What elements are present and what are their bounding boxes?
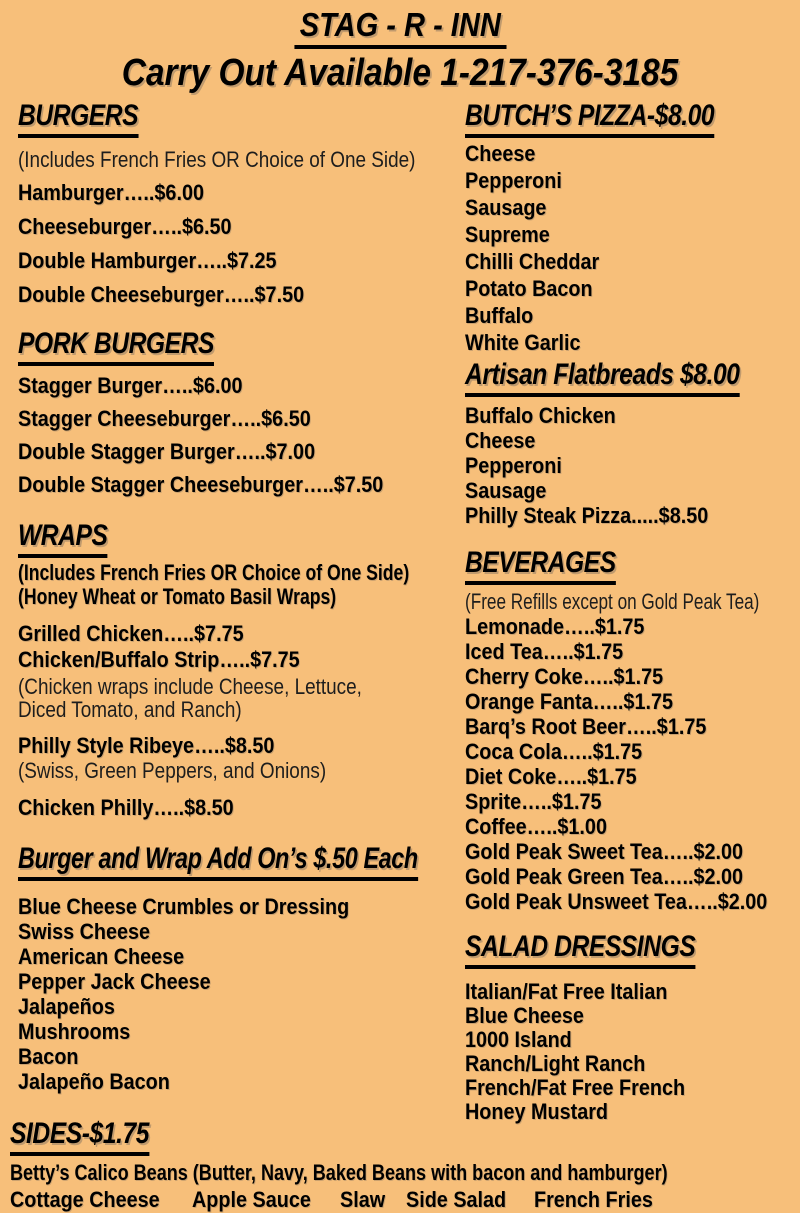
menu-header: [0, 0, 800, 97]
menu-item: Jalapeños: [18, 994, 115, 1019]
menu-item: Gold Peak Sweet Tea…..$2.00: [465, 839, 744, 864]
menu-item: Grilled Chicken…..$7.75: [18, 621, 244, 646]
pork-burgers-list: [18, 369, 478, 501]
menu-item: Orange Fanta…..$1.75: [465, 689, 673, 714]
menu-item: Pepperoni: [465, 453, 562, 478]
note-line: (Includes French Fries OR Choice of One Side): [18, 560, 410, 585]
menu-item: Blue Cheese Crumbles or Dressing: [18, 894, 350, 919]
page-title: STAG - R - INN: [294, 6, 506, 49]
section-heading-burgers: BURGERS: [18, 100, 138, 138]
section-heading-addons: Burger and Wrap Add On’s $.50 Each: [18, 843, 418, 881]
menu-item: Coffee…..$1.00: [465, 814, 607, 839]
menu-item: Cheese: [465, 141, 536, 166]
section-heading-sides: SIDES-$1.75: [10, 1118, 149, 1156]
addons-heading-row: [18, 843, 478, 881]
wraps-chicken-note: (Chicken wraps include Cheese, Lettuce, Diced Tomato, and Ranch): [18, 674, 362, 722]
menu-item: Jalapeño Bacon: [18, 1069, 170, 1094]
sides-heading-row: [10, 1118, 798, 1156]
flatbreads-heading-row: [465, 359, 800, 397]
menu-item: Coca Cola…..$1.75: [465, 739, 643, 764]
beverages-heading-row: [465, 547, 800, 585]
carryout-phone-line: Carry Out Available 1-217-376-3185: [121, 52, 679, 94]
menu-item: Ranch/Light Ranch: [465, 1051, 646, 1076]
wraps-list-chicken: [18, 621, 478, 673]
dressings-heading-row: [465, 931, 800, 969]
menu-item: Double Hamburger…..$7.25: [18, 248, 277, 273]
menu-item: Bacon: [18, 1044, 79, 1069]
menu-item-ribeye: Philly Style Ribeye…..$8.50: [18, 733, 275, 758]
menu-item: Double Stagger Burger…..$7.00: [18, 439, 316, 464]
menu-item: Cheeseburger…..$6.50: [18, 214, 232, 239]
menu-item: Lemonade…..$1.75: [465, 614, 645, 639]
menu-item: Cherry Coke…..$1.75: [465, 664, 664, 689]
menu-item: Stagger Burger…..$6.00: [18, 373, 243, 398]
menu-item: Cottage Cheese: [10, 1187, 160, 1212]
section-heading-wraps: WRAPS: [18, 520, 108, 558]
flatbreads-list: [465, 403, 800, 528]
sides-beans-line: Betty’s Calico Beans (Butter, Navy, Baked Beans with bacon and hamburger): [10, 1160, 668, 1185]
pork-burgers-heading-row: [18, 328, 478, 366]
menu-item: Blue Cheese: [465, 1003, 584, 1028]
burgers-note: (Includes French Fries OR Choice of One Side): [18, 147, 416, 172]
menu-item: Buffalo Chicken: [465, 403, 616, 428]
menu-item: Mushrooms: [18, 1019, 131, 1044]
menu-item: Chilli Cheddar: [465, 249, 600, 274]
sides-list: [10, 1187, 798, 1213]
menu-item: Iced Tea…..$1.75: [465, 639, 624, 664]
beverages-note: (Free Refills except on Gold Peak Tea): [465, 589, 760, 614]
menu-item: Hamburger…..$6.00: [18, 180, 204, 205]
menu-item: Chicken/Buffalo Strip…..$7.75: [18, 647, 300, 672]
wraps-heading-row: [18, 520, 478, 558]
sides-section: [10, 1118, 798, 1213]
pizza-heading-row: [465, 100, 800, 138]
menu-item: French Fries: [533, 1187, 653, 1212]
menu-item: Honey Mustard: [465, 1099, 609, 1124]
menu-item: Sausage: [465, 478, 547, 503]
menu-item: Double Stagger Cheeseburger…..$7.50: [18, 472, 384, 497]
wraps-notes: [18, 561, 478, 609]
menu-item: American Cheese: [18, 944, 185, 969]
section-heading-beverages: BEVERAGES: [465, 547, 616, 585]
menu-item: Gold Peak Unsweet Tea…..$2.00: [465, 889, 768, 914]
menu-item: Stagger Cheeseburger…..$6.50: [18, 406, 311, 431]
menu-item: Pepperoni: [465, 168, 562, 193]
pizza-list: [465, 140, 800, 356]
menu-item: Diet Coke…..$1.75: [465, 764, 637, 789]
menu-item: Philly Steak Pizza.....$8.50: [465, 503, 709, 528]
dressings-list: [465, 980, 800, 1124]
section-heading-flatbreads: Artisan Flatbreads $8.00: [465, 359, 740, 397]
title-row: [0, 6, 800, 49]
menu-item: Pepper Jack Cheese: [18, 969, 211, 994]
menu-item: Apple Sauce: [192, 1187, 312, 1212]
section-heading-pork-burgers: PORK BURGERS: [18, 328, 214, 366]
menu-item: Swiss Cheese: [18, 919, 151, 944]
menu-item: Slaw: [340, 1187, 386, 1212]
left-column: [18, 100, 478, 1094]
menu-item: French/Fat Free French: [465, 1075, 686, 1100]
menu-item: Potato Bacon: [465, 276, 593, 301]
section-heading-pizza: BUTCH’S PIZZA-$8.00: [465, 100, 714, 138]
beverages-list: [465, 614, 800, 914]
addons-list: [18, 894, 478, 1094]
menu-item: Italian/Fat Free Italian: [465, 979, 668, 1004]
menu-item: Cheese: [465, 428, 536, 453]
menu-item-chicken-philly: Chicken Philly…..$8.50: [18, 795, 234, 820]
menu-item: Barq’s Root Beer…..$1.75: [465, 714, 707, 739]
burgers-heading-row: [18, 100, 478, 138]
section-heading-dressings: SALAD DRESSINGS: [465, 931, 695, 969]
menu-item: Gold Peak Green Tea…..$2.00: [465, 864, 744, 889]
menu-item: Sausage: [465, 195, 547, 220]
menu-item: Side Salad: [406, 1187, 507, 1212]
menu-item: White Garlic: [465, 330, 581, 355]
menu-item: Buffalo: [465, 303, 534, 328]
wraps-ribeye-note: (Swiss, Green Peppers, and Onions): [18, 758, 327, 783]
menu-item: Double Cheeseburger…..$7.50: [18, 282, 305, 307]
right-column: [465, 100, 800, 1124]
note-line: (Honey Wheat or Tomato Basil Wraps): [18, 584, 337, 609]
burgers-list: [18, 176, 478, 312]
menu-item: 1000 Island: [465, 1027, 572, 1052]
menu-item: Sprite…..$1.75: [465, 789, 602, 814]
menu-item: Supreme: [465, 222, 550, 247]
